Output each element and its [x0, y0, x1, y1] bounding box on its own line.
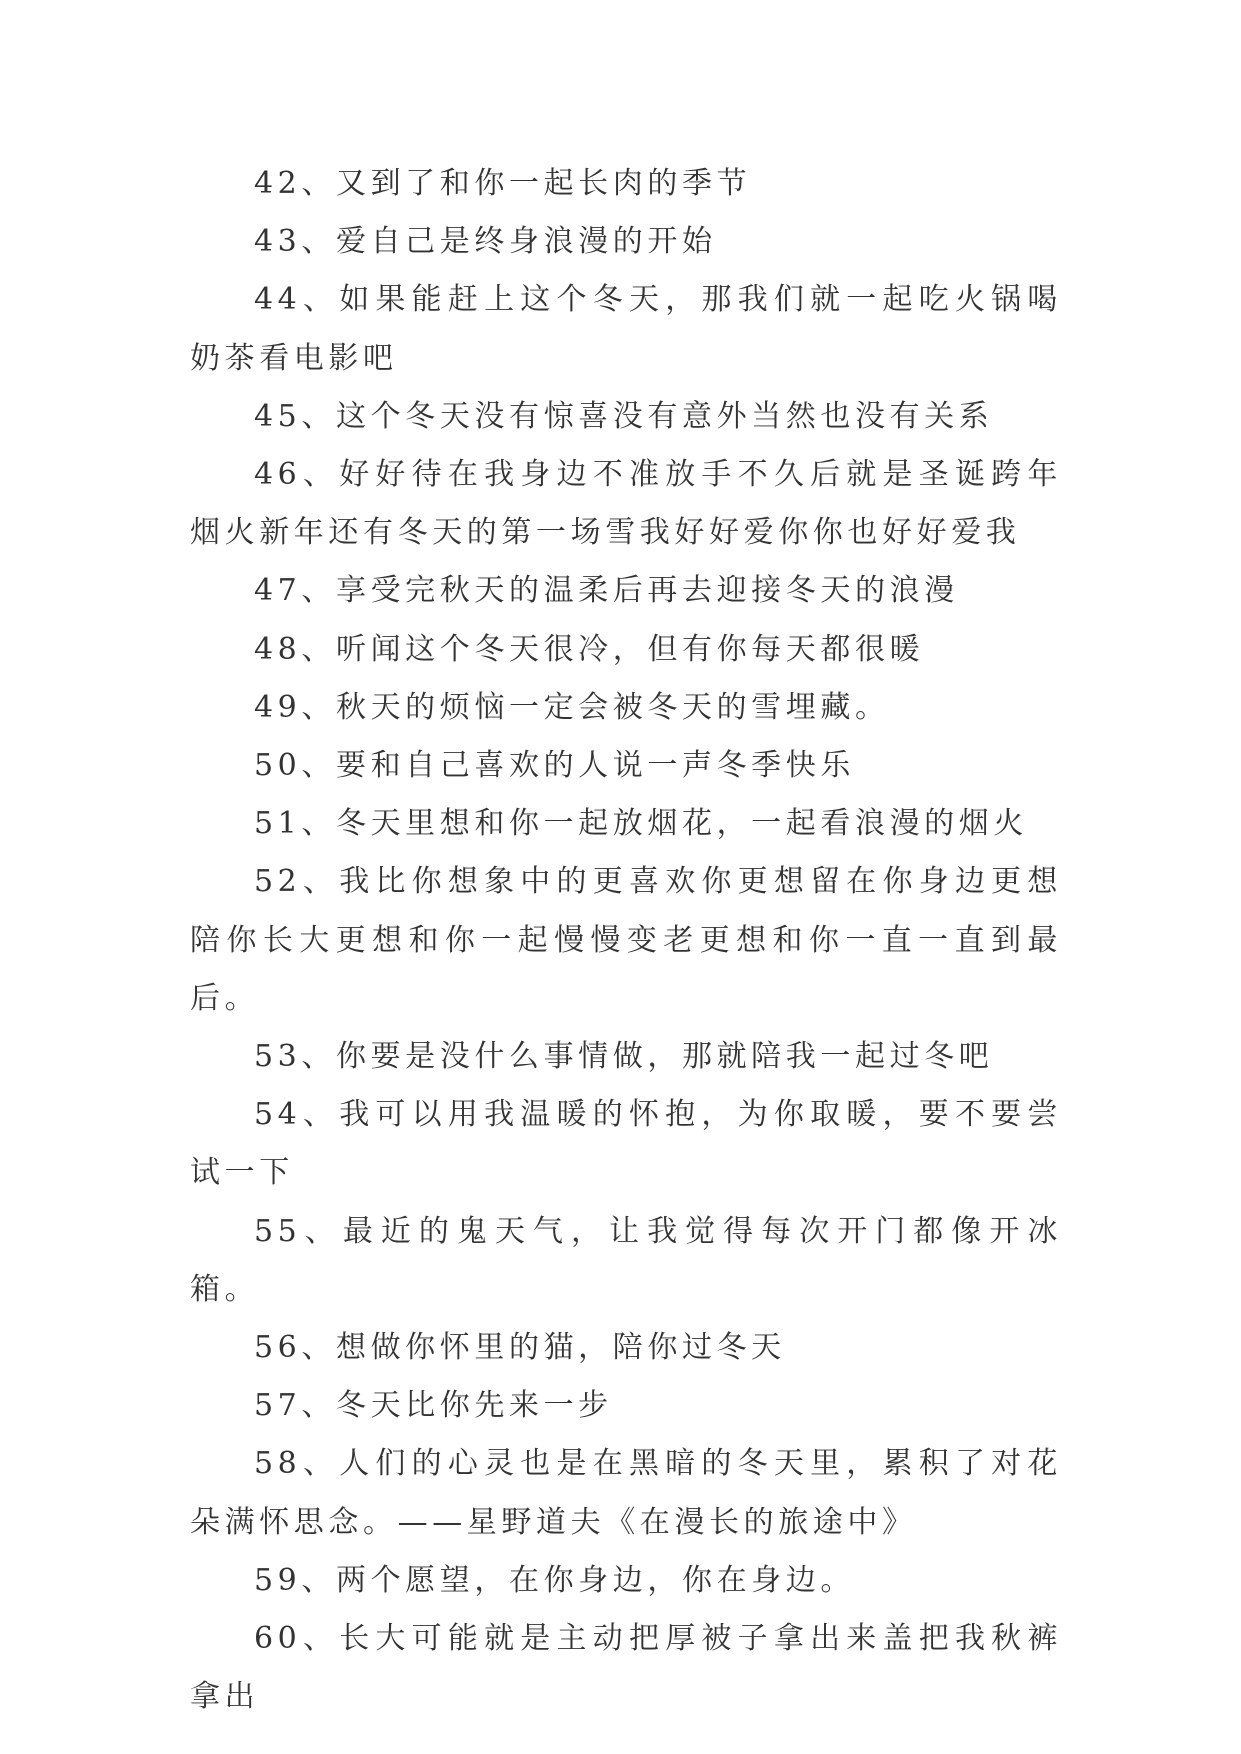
paragraph-58: 58、人们的心灵也是在黑暗的冬天里，累积了对花朵满怀思念。——星野道夫《在漫长的旅途中》 — [190, 1446, 1062, 1540]
paragraph-44: 44、如果能赶上这个冬天，那我们就一起吃火锅喝奶茶看电影吧 — [190, 282, 1062, 376]
paragraph-47: 47、享受完秋天的温柔后再去迎接冬天的浪漫 — [254, 573, 959, 609]
document-body — [190, 155, 1062, 1726]
paragraph-57: 57、冬天比你先来一步 — [254, 1388, 613, 1424]
paragraph-43: 43、爱自己是终身浪漫的开始 — [254, 224, 717, 260]
paragraph-49: 49、秋天的烦恼一定会被冬天的雪埋藏。 — [254, 689, 890, 725]
paragraph-60: 60、长大可能就是主动把厚被子拿出来盖把我秋裤拿出 — [190, 1621, 1062, 1715]
paragraph-45: 45、这个冬天没有惊喜没有意外当然也没有关系 — [254, 398, 994, 434]
paragraph-53: 53、你要是没什么事情做，那就陪我一起过冬吧 — [254, 1039, 994, 1075]
paragraph-59: 59、两个愿望，在你身边，你在身边。 — [254, 1562, 855, 1598]
paragraph-52: 52、我比你想象中的更喜欢你更想留在你身边更想陪你长大更想和你一起慢慢变老更想和你一直一直到最后。 — [190, 864, 1062, 1016]
paragraph-42: 42、又到了和你一起长肉的季节 — [254, 166, 752, 201]
paragraph-50: 50、要和自己喜欢的人说一声冬季快乐 — [254, 748, 855, 784]
paragraph-46: 46、好好待在我身边不准放手不久后就是圣诞跨年烟火新年还有冬天的第一场雪我好好爱你你也好好爱我 — [190, 457, 1062, 551]
paragraph-55: 55、最近的鬼天气，让我觉得每次开门都像开冰箱。 — [190, 1213, 1062, 1307]
paragraph-48: 48、听闻这个冬天很冷，但有你每天都很暖 — [254, 631, 925, 667]
paragraph-51: 51、冬天里想和你一起放烟花，一起看浪漫的烟火 — [254, 806, 1028, 842]
paragraph-54: 54、我可以用我温暖的怀抱，为你取暖，要不要尝试一下 — [190, 1097, 1062, 1191]
paragraph-56: 56、想做你怀里的猫，陪你过冬天 — [254, 1330, 786, 1366]
